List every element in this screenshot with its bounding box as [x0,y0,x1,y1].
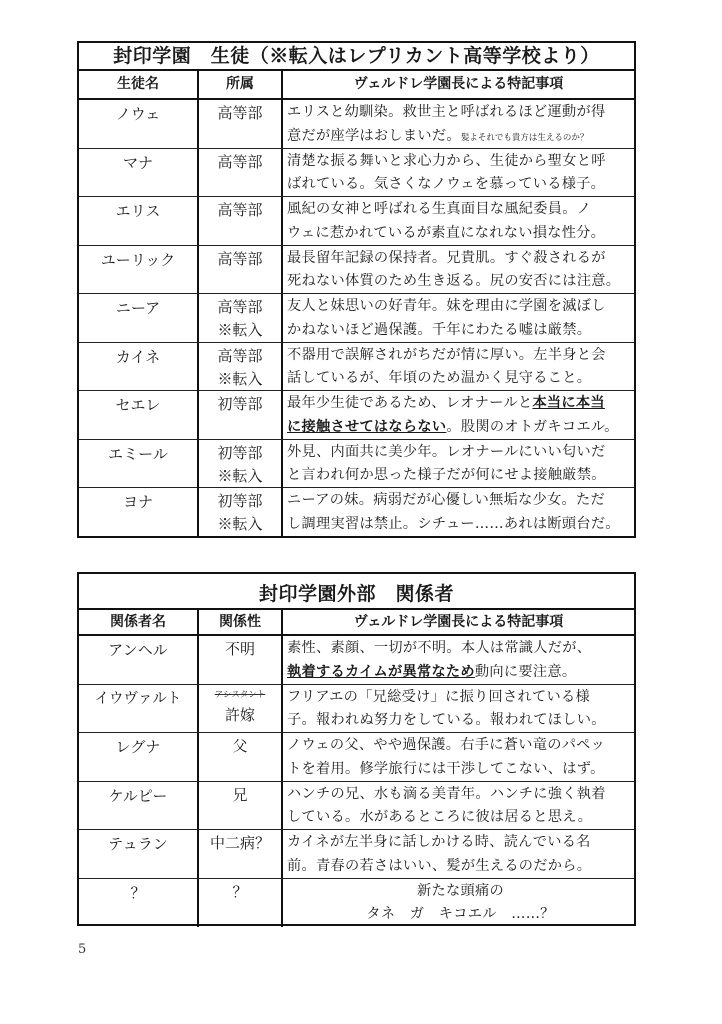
student-note [281,149,634,197]
table-row [79,391,634,440]
note-line: 話しているが、年頃のため温かく見守ること。 [287,370,592,386]
table-row [79,782,634,831]
student-note [281,294,634,342]
table-row [79,246,634,295]
table-row [79,488,634,537]
table-row [79,197,634,246]
affiliation-dept: 初等部 [217,443,263,462]
note-text: 。股関のオトガキコエル。 [446,418,619,435]
note-line: フリアエの「兄総受け」に振り回されている様 [287,688,590,705]
transfer-mark: ※転入 [217,466,263,485]
affiliation-dept: 初等部 [217,492,263,510]
table-row [79,830,634,879]
header-relation: 関係性 [197,610,281,634]
student-name: エミール [108,444,168,463]
person-name: アンヘル [108,641,168,659]
person-relation [197,685,281,733]
person-note [281,685,634,733]
note-line: ばれている。気さくなノウェを慕っている様子。 [287,176,606,192]
note-emphasis: 執着するカイムが異常なため [287,663,475,680]
student-note [281,391,634,439]
table-row [79,733,634,782]
table-row [79,879,634,928]
page-number: 5 [78,942,87,957]
note-line: 前。青春の若さはいい、髪が生えるのだから。 [287,857,592,874]
note-line: かねないほど過保護。千年にわたる嘘は厳禁。 [287,321,592,338]
student-affiliation [197,488,281,537]
transfer-mark: ※転入 [217,369,263,388]
student-affiliation: 高等部 [197,197,281,245]
student-name: ノウェ [115,105,161,123]
transfer-mark: ※転入 [217,515,263,533]
relation-value: 許嫁 [224,705,255,724]
note-line: エリスと幼馴染。救世主と呼ばれるほど運動が得 [287,104,606,120]
person-name: イウヴァルト [94,690,182,707]
person-note [281,879,634,928]
student-name: エリス [115,202,161,220]
student-affiliation [197,343,281,391]
student-name: マナ [122,153,153,172]
student-affiliation [197,440,281,488]
table-row [79,440,634,489]
table-row [79,294,634,343]
note-line: している。水があるところに彼は居ると思え。 [287,809,593,825]
note-text: 動向に要注意。 [474,663,577,680]
note-line: 最長留年記録の保持者。兄貴肌。すぐ殺されるが [287,249,606,266]
note-line: ノウェの父、やや過保護。右手に蒼い竜のパペッ [287,737,606,753]
note-line [287,661,634,684]
affiliation-dept: 高等部 [217,346,263,365]
student-affiliation: 高等部 [197,246,281,294]
note-line: 死ねない体質のため生き返る。尻の安否には注意。 [287,273,621,289]
note-emphasis: 本当に本当 [532,395,605,411]
person-name: ？ [130,883,146,902]
student-note [281,246,634,294]
affiliation-dept: 高等部 [217,298,263,316]
table-row [79,685,634,734]
person-relation: 兄 [197,782,281,830]
note-line: タネ ガ キコエル ……？ [366,906,555,922]
note-line: ハンチの兄、水も滴る美青年。ハンチに強く執着 [287,785,606,802]
students-table-title: 封印学園 生徒（※転入はレプリカント高等学校より） [79,43,634,71]
header-notes: ヴェルドレ学園長による特記事項 [281,610,634,634]
note-emphasis: に接触させてはならない [287,418,447,435]
header-affiliation: 所属 [197,71,281,98]
student-note [281,100,634,148]
student-affiliation: 高等部 [197,100,281,148]
student-affiliation: 高等部 [197,149,281,197]
student-note [281,440,634,488]
note-line [287,125,634,148]
note-line: ニーアの妹。病弱だが心優しい無垢な少女。ただ [287,492,606,508]
student-name: ヨナ [122,493,153,511]
table-row [79,100,634,149]
student-affiliation: 初等部 [197,391,281,439]
note-aside: 髪よそれでも貴方は生えるのか？ [460,132,589,143]
person-relation: 不明 [197,636,281,684]
note-line: 清楚な振る舞いと求心力から、生徒から聖女と呼 [287,152,606,169]
transfer-mark: ※転入 [217,321,263,339]
student-name: ユーリック [100,250,176,269]
person-note [281,782,634,830]
table-row [79,343,634,392]
note-line: と言われ何か思った様子だが何にせよ接触厳禁。 [287,467,606,483]
note-line: 素性、素顔、一切が不明。本人は常識人だが、 [287,640,592,656]
student-name: カイネ [115,347,161,366]
note-line: 友人と妹思いの好青年。妹を理由に学園を滅ぼし [287,298,606,314]
note-line: カイネが左半身に話しかける時、読んでいる名 [287,834,591,850]
note-line: 外見、内面共に美少年。レオナールにいい匂いだ [287,443,606,460]
person-relation: 中二病？ [197,830,281,878]
note-line: 不器用で誤解されがちだが情に厚い。左半身と会 [287,346,606,363]
student-note [281,488,634,537]
table-row [79,636,634,685]
note-line: 新たな頭痛の [417,882,504,899]
struck-relation: アシスタント [214,689,266,700]
student-note [281,197,634,245]
note-line [287,416,634,439]
note-text: 最年少生徒であるため、レオナールと [287,395,533,411]
person-note [281,830,634,878]
note-line: トを着用。修学旅行には干渉してこない、はず。 [287,760,605,777]
note-line [287,392,634,416]
person-name: レグナ [115,738,161,756]
note-line: ウェに惹かれているが素直になれない損な性分。 [287,224,606,241]
student-name: ニーア [115,299,161,317]
student-note [281,343,634,391]
header-student-name: 生徒名 [117,76,159,92]
student-affiliation [197,294,281,342]
outsiders-table [77,572,636,926]
outsiders-table-header [79,610,634,636]
person-note [281,636,634,684]
person-note [281,733,634,781]
note-line: 子。報われぬ努力をしている。報われてほしい。 [287,712,606,728]
person-relation: ？ [197,879,281,928]
note-text: 意だが座学はおしまいだ。 [287,127,461,144]
person-name: テュラン [108,835,168,853]
note-line: 風紀の女神と呼ばれる生真面目な風紀委員。ノ [287,201,592,217]
table-row [79,149,634,198]
students-table-header [79,71,634,100]
outsiders-table-title: 封印学園外部 関係者 [79,574,634,610]
students-table [77,41,636,538]
person-name: ケルピー [108,786,168,805]
person-relation: 父 [197,733,281,781]
header-person-name: 関係者名 [110,614,166,630]
note-line: し調理実習は禁止。シチュー……あれは断頭台だ。 [287,515,620,532]
student-name: セエレ [115,396,161,414]
header-notes: ヴェルドレ学園長による特記事項 [281,71,634,98]
